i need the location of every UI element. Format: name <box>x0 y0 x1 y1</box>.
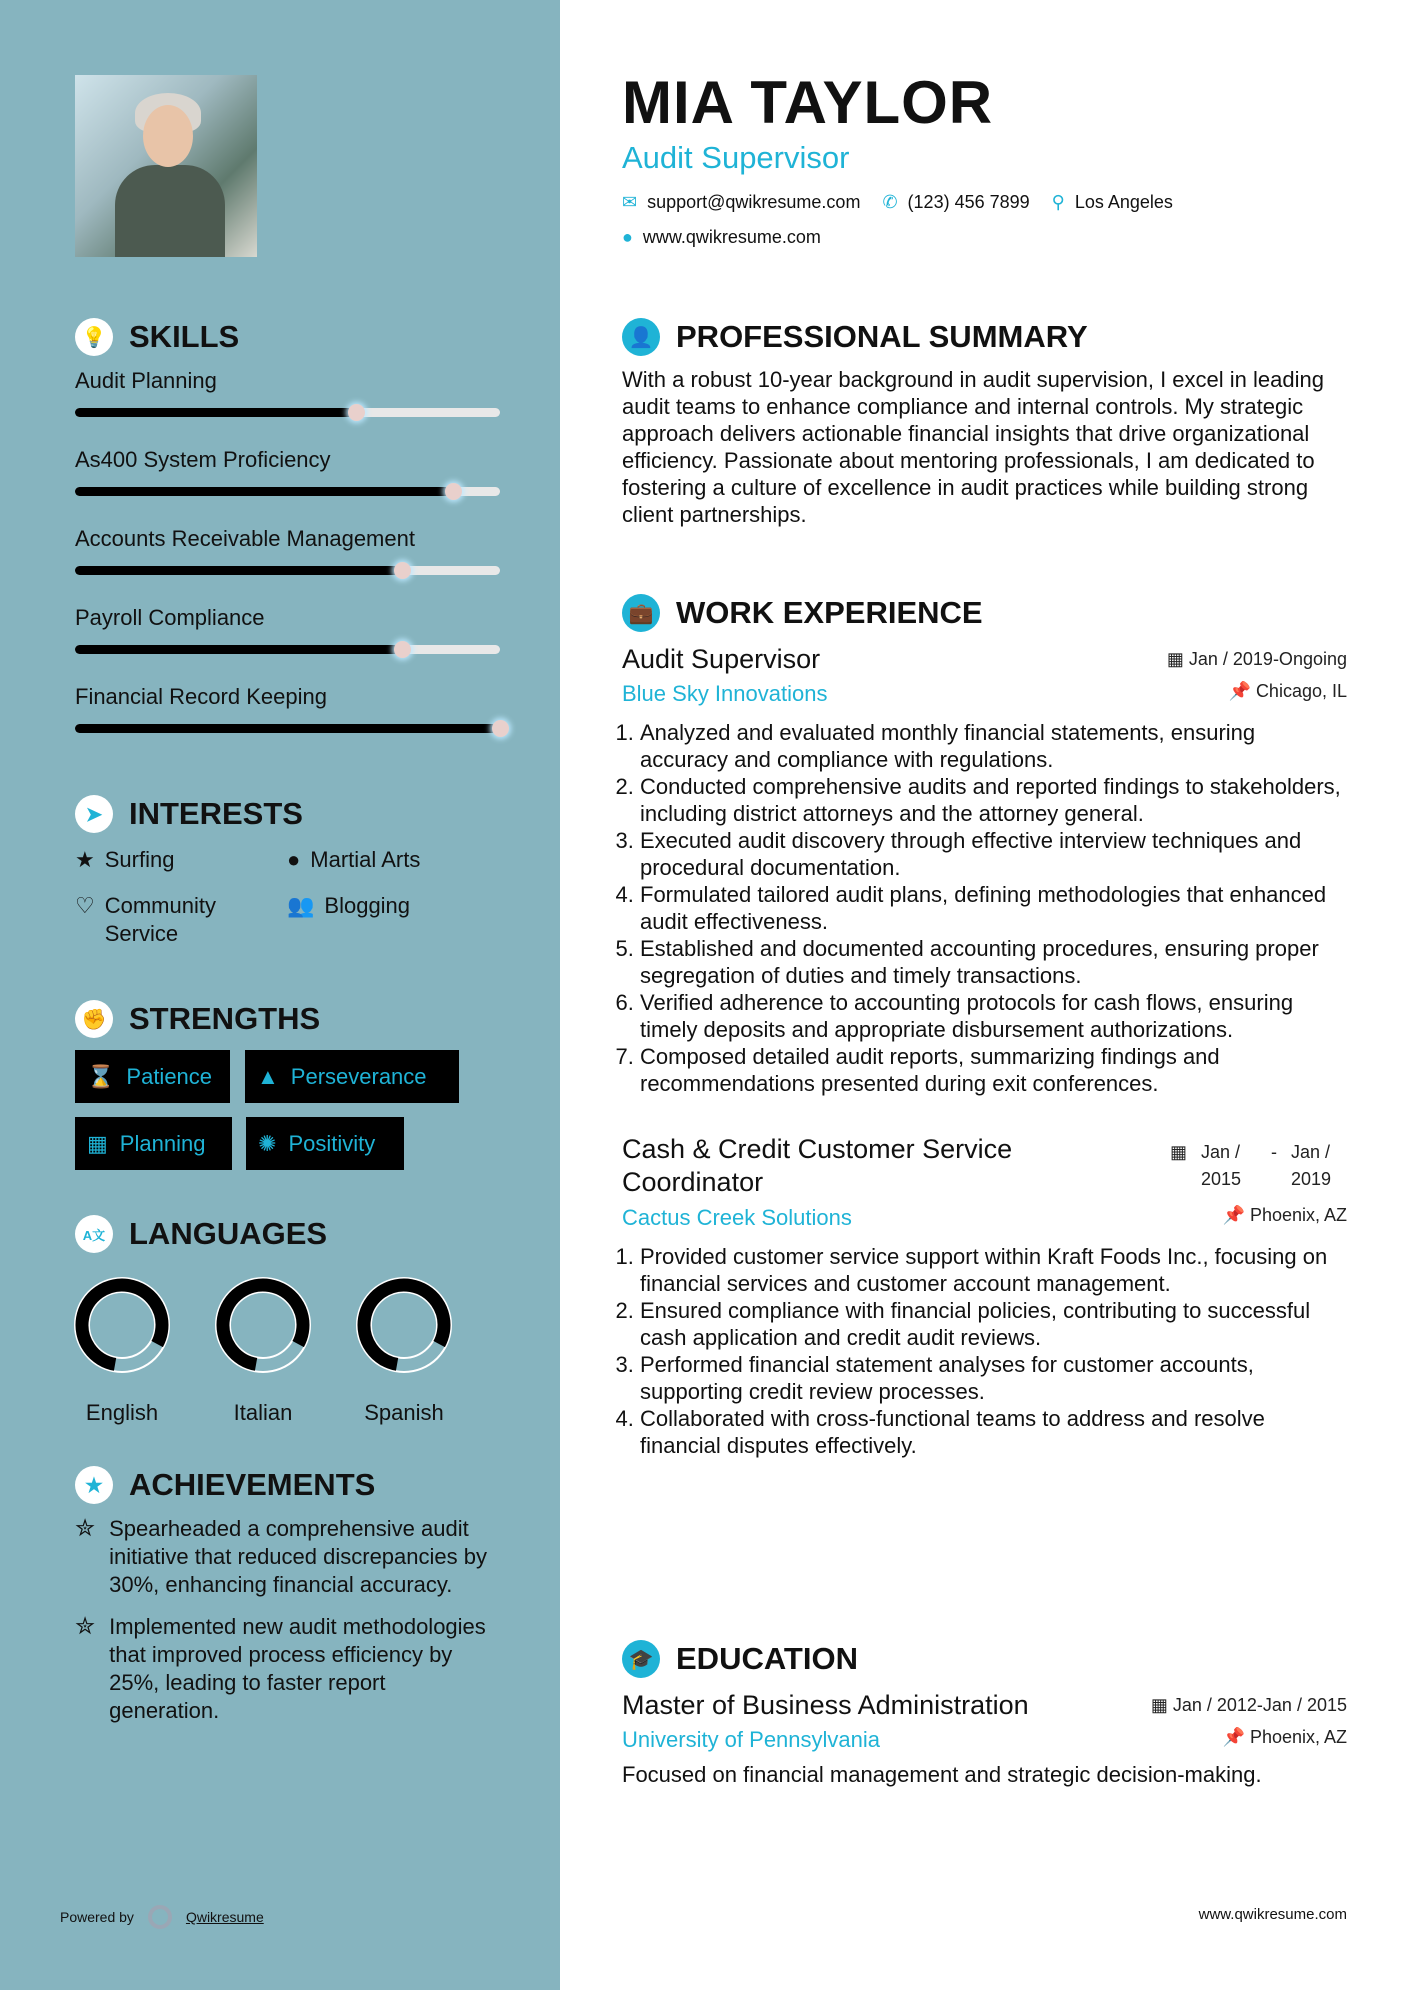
qwikresume-link[interactable]: Qwikresume <box>185 1909 264 1925</box>
sidebar <box>0 0 560 1990</box>
education-text: Focused on financial management and strategic decision-making. <box>622 1762 1262 1787</box>
website-row <box>622 227 1347 248</box>
achievement-item <box>75 1613 495 1725</box>
candidate-name: MIA TAYLOR <box>622 69 994 136</box>
duty-item: 4. Collaborated with cross-functional teams to address and resolve financial disputes effectively. <box>640 1405 1347 1459</box>
duty-item: 1. Analyzed and evaluated monthly financial statements, ensuring accuracy and compliance with regulations. <box>640 719 1347 773</box>
skill-item <box>75 445 500 496</box>
interest-label: Surfing <box>104 847 175 872</box>
edu-date <box>1151 1695 1347 1716</box>
calendar-icon: ▦ <box>1150 1695 1173 1715</box>
star-icon: ✮ <box>75 1613 96 1640</box>
duty-item: 7. Composed detailed audit reports, summarizing findings and recommendations presented during exit conferences. <box>640 1043 1347 1097</box>
education-title: EDUCATION <box>676 1641 858 1676</box>
map-pin-icon: ⚲ <box>1051 192 1065 212</box>
degree: Master of Business Administration <box>622 1690 1029 1720</box>
achievements-list <box>75 1515 495 1739</box>
skill-label: Accounts Receivable Management <box>75 526 415 551</box>
skill-bar-fill <box>75 566 402 575</box>
skill-bar-knob <box>348 404 365 421</box>
skill-bar-knob <box>394 641 411 658</box>
phone[interactable]: (123) 456 7899 <box>907 192 1030 212</box>
star-icon: ★ <box>75 847 95 872</box>
skill-bar-knob <box>394 562 411 579</box>
achievement-text: Implemented new audit methodologies that improved process efficiency by 25%, leading to faster report generation. <box>109 1614 486 1723</box>
job-location <box>1223 1205 1347 1231</box>
calendar-icon: ▦ <box>1169 1142 1187 1162</box>
job-date <box>1167 649 1347 670</box>
language-donut <box>72 1275 172 1375</box>
job-title: Cash & Credit Customer Service Coordinator <box>622 1134 1013 1197</box>
heart-icon: ♡ <box>75 893 95 918</box>
skill-bar <box>75 724 500 733</box>
interest-label: Community Service <box>104 893 216 946</box>
language-item <box>213 1275 323 1426</box>
skill-bar-knob <box>445 483 462 500</box>
interests-heading <box>75 795 303 833</box>
duty-item: 2. Conducted comprehensive audits and reported findings to stakeholders, including district attorneys and the attorney general. <box>640 773 1347 827</box>
school: University of Pennsylvania <box>622 1727 881 1752</box>
interest-item <box>75 892 255 948</box>
pushpin-icon: 📌 <box>1222 1727 1250 1747</box>
calendar-icon: ▦ <box>1166 649 1189 669</box>
work-section <box>622 594 1347 1459</box>
job-duties <box>622 1243 1347 1459</box>
globe-icon: ● <box>622 227 633 247</box>
strength-badge <box>246 1117 404 1170</box>
strengths-title: STRENGTHS <box>129 1001 321 1036</box>
degree-header <box>622 1690 1347 1721</box>
strength-label: Planning <box>119 1130 206 1156</box>
star-badge-icon: ★ <box>75 1466 113 1504</box>
language-donut <box>213 1275 313 1375</box>
language-label: Italian <box>233 1400 293 1425</box>
contact-row <box>622 192 1347 213</box>
interest-item <box>287 892 487 920</box>
candidate-title: Audit Supervisor <box>622 140 850 175</box>
interest-item <box>75 846 275 874</box>
job-location-text: Chicago, IL <box>1255 681 1347 701</box>
summary-heading <box>622 318 1347 356</box>
translate-icon: A文 <box>75 1215 113 1253</box>
interest-label: Blogging <box>324 893 411 918</box>
duty-item: 3. Executed audit discovery through effective interview techniques and procedural documentation. <box>640 827 1347 881</box>
sun-icon: ✺ <box>258 1130 277 1156</box>
duty-item: 6. Verified adherence to accounting protocols for cash flows, ensuring timely deposits and appropriate disbursement authorizations. <box>640 989 1347 1043</box>
strength-badge <box>75 1117 232 1170</box>
user-icon: 👤 <box>622 318 660 356</box>
graduation-cap-icon: 🎓 <box>622 1640 660 1678</box>
duty-item: 4. Formulated tailored audit plans, defining methodologies that enhanced audit effectiveness. <box>640 881 1347 935</box>
job-date-end: Jan / 2019 <box>1291 1142 1332 1189</box>
strength-label: Patience <box>126 1063 213 1089</box>
language-item <box>72 1275 182 1426</box>
powered-by <box>60 1905 264 1929</box>
summary-title: PROFESSIONAL SUMMARY <box>676 319 1088 354</box>
job-date-text: Jan / 2019-Ongoing <box>1188 649 1347 669</box>
languages-title: LANGUAGES <box>129 1216 328 1251</box>
job-subheader <box>622 681 1347 707</box>
paper-plane-icon: ➤ <box>75 795 113 833</box>
achievement-text: Spearheaded a comprehensive audit initiative that reduced discrepancies by 30%, enhancing financial accuracy. <box>109 1516 487 1597</box>
website[interactable]: www.qwikresume.com <box>642 227 821 247</box>
achievements-heading <box>75 1466 375 1504</box>
strength-badge <box>245 1050 459 1103</box>
language-label: Spanish <box>364 1400 444 1425</box>
star-icon: ✮ <box>75 1515 96 1542</box>
briefcase-icon: 💼 <box>622 594 660 632</box>
company: Cactus Creek Solutions <box>622 1205 852 1230</box>
skill-bar <box>75 566 500 575</box>
languages-heading <box>75 1215 327 1253</box>
skills-heading <box>75 318 239 356</box>
job-location <box>1229 681 1347 707</box>
fist-icon: ✊ <box>75 1000 113 1038</box>
edu-location <box>1223 1727 1347 1753</box>
header <box>622 68 1347 248</box>
work-heading <box>622 594 1347 632</box>
location: Los Angeles <box>1074 192 1173 212</box>
skill-bar-fill <box>75 645 402 654</box>
skills-list <box>75 366 500 761</box>
summary-text: With a robust 10-year background in audit supervision, I excel in leading audit teams to enhance compliance and internal controls. My strategic approach delivers actionable financial insights that drive organizational efficiency. Passionate about mentoring professionals, I am dedicated to fostering a culture of excellence in audit practices while building strong client partnerships. <box>622 367 1324 527</box>
skill-label: Financial Record Keeping <box>75 684 327 709</box>
qwikresume-logo-icon <box>148 1905 172 1929</box>
work-title: WORK EXPERIENCE <box>676 595 983 630</box>
hourglass-icon: ⌛ <box>87 1063 115 1089</box>
job-date-start: Jan / 2015 <box>1201 1142 1242 1189</box>
strength-label: Perseverance <box>290 1063 427 1089</box>
skill-item <box>75 682 500 733</box>
job-header <box>622 644 1347 675</box>
duty-item: 1. Provided customer service support within Kraft Foods Inc., focusing on financial services and customer account management. <box>640 1243 1347 1297</box>
duty-item: 2. Ensured compliance with financial policies, contributing to successful cash application and credit audit reviews. <box>640 1297 1347 1351</box>
company: Blue Sky Innovations <box>622 681 828 706</box>
envelope-icon: ✉ <box>622 192 638 212</box>
strengths-heading <box>75 1000 320 1038</box>
skill-bar <box>75 645 500 654</box>
skill-bar-knob <box>492 720 509 737</box>
edu-date-text: Jan / 2012-Jan / 2015 <box>1172 1695 1347 1715</box>
pushpin-icon: 📌 <box>1228 681 1256 701</box>
job-location-text: Phoenix, AZ <box>1249 1205 1347 1225</box>
school-row <box>622 1727 1347 1753</box>
duty-item: 3. Performed financial statement analyses for customer accounts, supporting credit review processes. <box>640 1351 1347 1405</box>
interest-label: Martial Arts <box>310 847 421 872</box>
interests-title: INTERESTS <box>129 796 303 831</box>
skill-item <box>75 524 500 575</box>
users-icon: 👥 <box>287 893 315 918</box>
summary-section <box>622 318 1347 528</box>
road-icon: ▲ <box>257 1063 279 1089</box>
education-heading <box>622 1640 1347 1678</box>
language-label: English <box>85 1400 159 1425</box>
skills-title: SKILLS <box>129 319 240 354</box>
lightbulb-icon: 💡 <box>75 318 113 356</box>
pushpin-icon: 📌 <box>1222 1205 1250 1225</box>
phone-icon: ✆ <box>882 192 898 212</box>
profile-photo <box>75 75 257 257</box>
skill-bar-fill <box>75 408 356 417</box>
skill-item <box>75 366 500 417</box>
education-section <box>622 1640 1347 1788</box>
skill-label: Payroll Compliance <box>75 605 265 630</box>
globe-icon: ● <box>287 847 301 872</box>
job-duties <box>622 719 1347 1097</box>
skill-item <box>75 603 500 654</box>
skill-label: As400 System Proficiency <box>75 447 331 472</box>
email[interactable]: support@qwikresume.com <box>647 192 861 212</box>
strength-badge <box>75 1050 230 1103</box>
skill-label: Audit Planning <box>75 368 217 393</box>
job-subheader <box>622 1205 1347 1231</box>
job-title: Audit Supervisor <box>622 644 821 674</box>
language-item <box>354 1275 464 1426</box>
language-donut <box>354 1275 454 1375</box>
strength-label: Positivity <box>288 1130 376 1156</box>
powered-by-label: Powered by <box>60 1909 134 1925</box>
edu-location-text: Phoenix, AZ <box>1249 1727 1347 1747</box>
skill-bar <box>75 408 500 417</box>
interest-item <box>287 846 487 874</box>
footer-website[interactable]: www.qwikresume.com <box>1198 1906 1347 1923</box>
job-date: ▦ Jan / 2015 - Jan / 2019 <box>1170 1139 1347 1193</box>
job-header <box>622 1133 1347 1199</box>
skill-bar <box>75 487 500 496</box>
duty-item: 5. Established and documented accounting procedures, ensuring proper segregation of duties and timely transactions. <box>640 935 1347 989</box>
calendar-icon: ▦ <box>87 1130 108 1156</box>
skill-bar-fill <box>75 724 500 733</box>
achievements-title: ACHIEVEMENTS <box>129 1467 376 1502</box>
achievement-item <box>75 1515 495 1599</box>
skill-bar-fill <box>75 487 453 496</box>
